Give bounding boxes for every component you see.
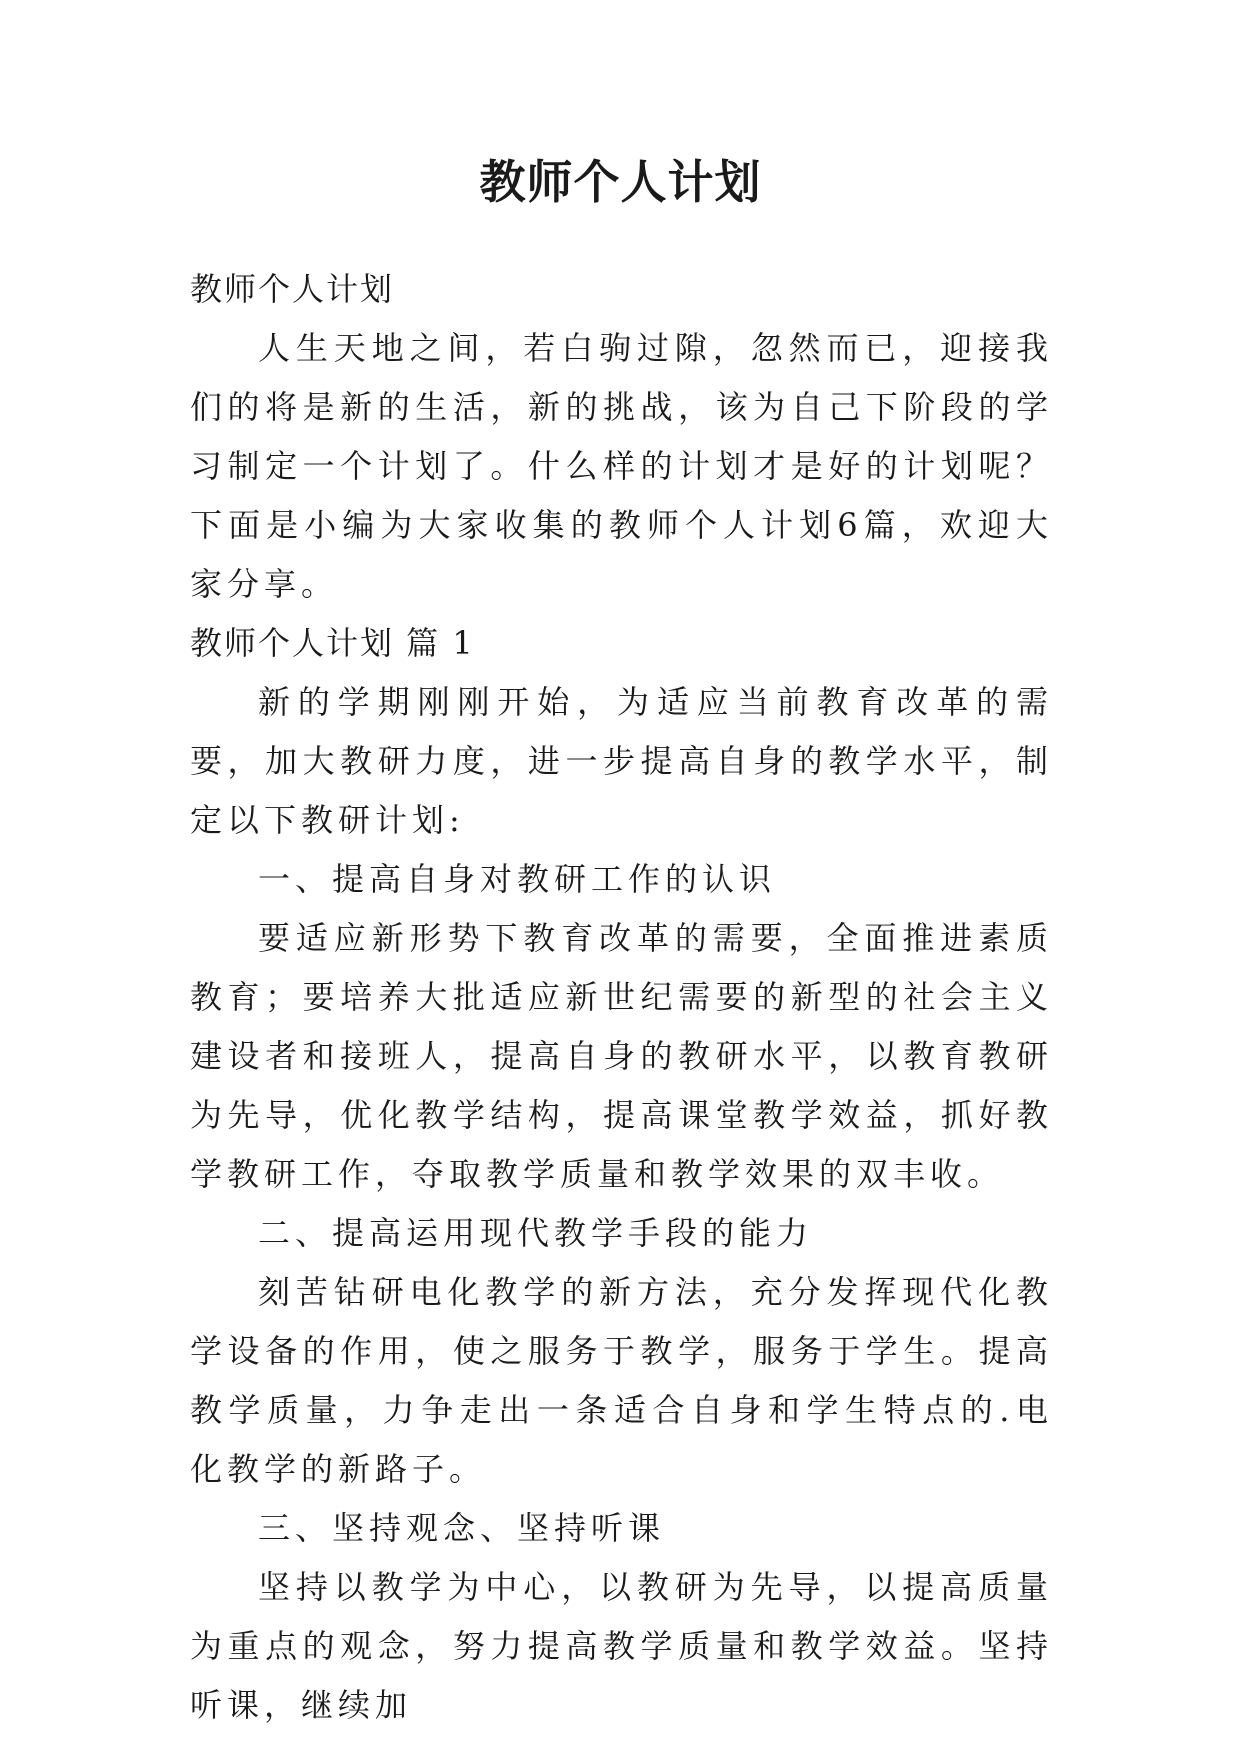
section-heading: 教师个人计划 篇 1 — [190, 624, 475, 662]
paragraph-intro-plan: 新的学期刚刚开始，为适应当前教育改革的需要，加大教研力度，进一步提高自身的教学水平，制定以下教研计划: — [190, 683, 1053, 839]
intro-paragraph: 人生天地之间，若白驹过隙，忽然而已，迎接我们的将是新的生活，新的挑战，该为自己下阶段的学习制定一个计划了。什么样的计划才是好的计划呢？下面是小编为大家收集的教师个人计划6篇，欢迎大家分享。 — [190, 329, 1053, 603]
document-title: 教师个人计划 — [479, 155, 762, 209]
paragraph-item-2: 刻苦钻研电化教学的新方法，充分发挥现代化教学设备的作用，使之服务于教学，服务于学生。提高教学质量，力争走出一条适合自身和学生特点的.电化教学的新路子。 — [190, 1273, 1053, 1488]
heading-item-3: 三、坚持观念、坚持听课 — [258, 1509, 666, 1547]
document-subtitle: 教师个人计划 — [190, 270, 395, 308]
paragraph-item-3: 坚持以教学为中心，以教研为先导，以提高质量为重点的观念，努力提高教学质量和教学效益。坚持听课，继续加 — [190, 1568, 1053, 1724]
document-body — [190, 260, 1053, 1735]
heading-item-1: 一、提高自身对教研工作的认识 — [258, 860, 777, 898]
paragraph-item-1: 要适应新形势下教育改革的需要，全面推进素质教育；要培养大批适应新世纪需要的新型的社会主义建设者和接班人，提高自身的教研水平，以教育教研为先导，优化教学结构，提高课堂教学效益，抓好教学教研工作，夺取教学质量和教学效果的双丰收。 — [190, 919, 1053, 1193]
heading-item-2: 二、提高运用现代教学手段的能力 — [258, 1214, 814, 1252]
